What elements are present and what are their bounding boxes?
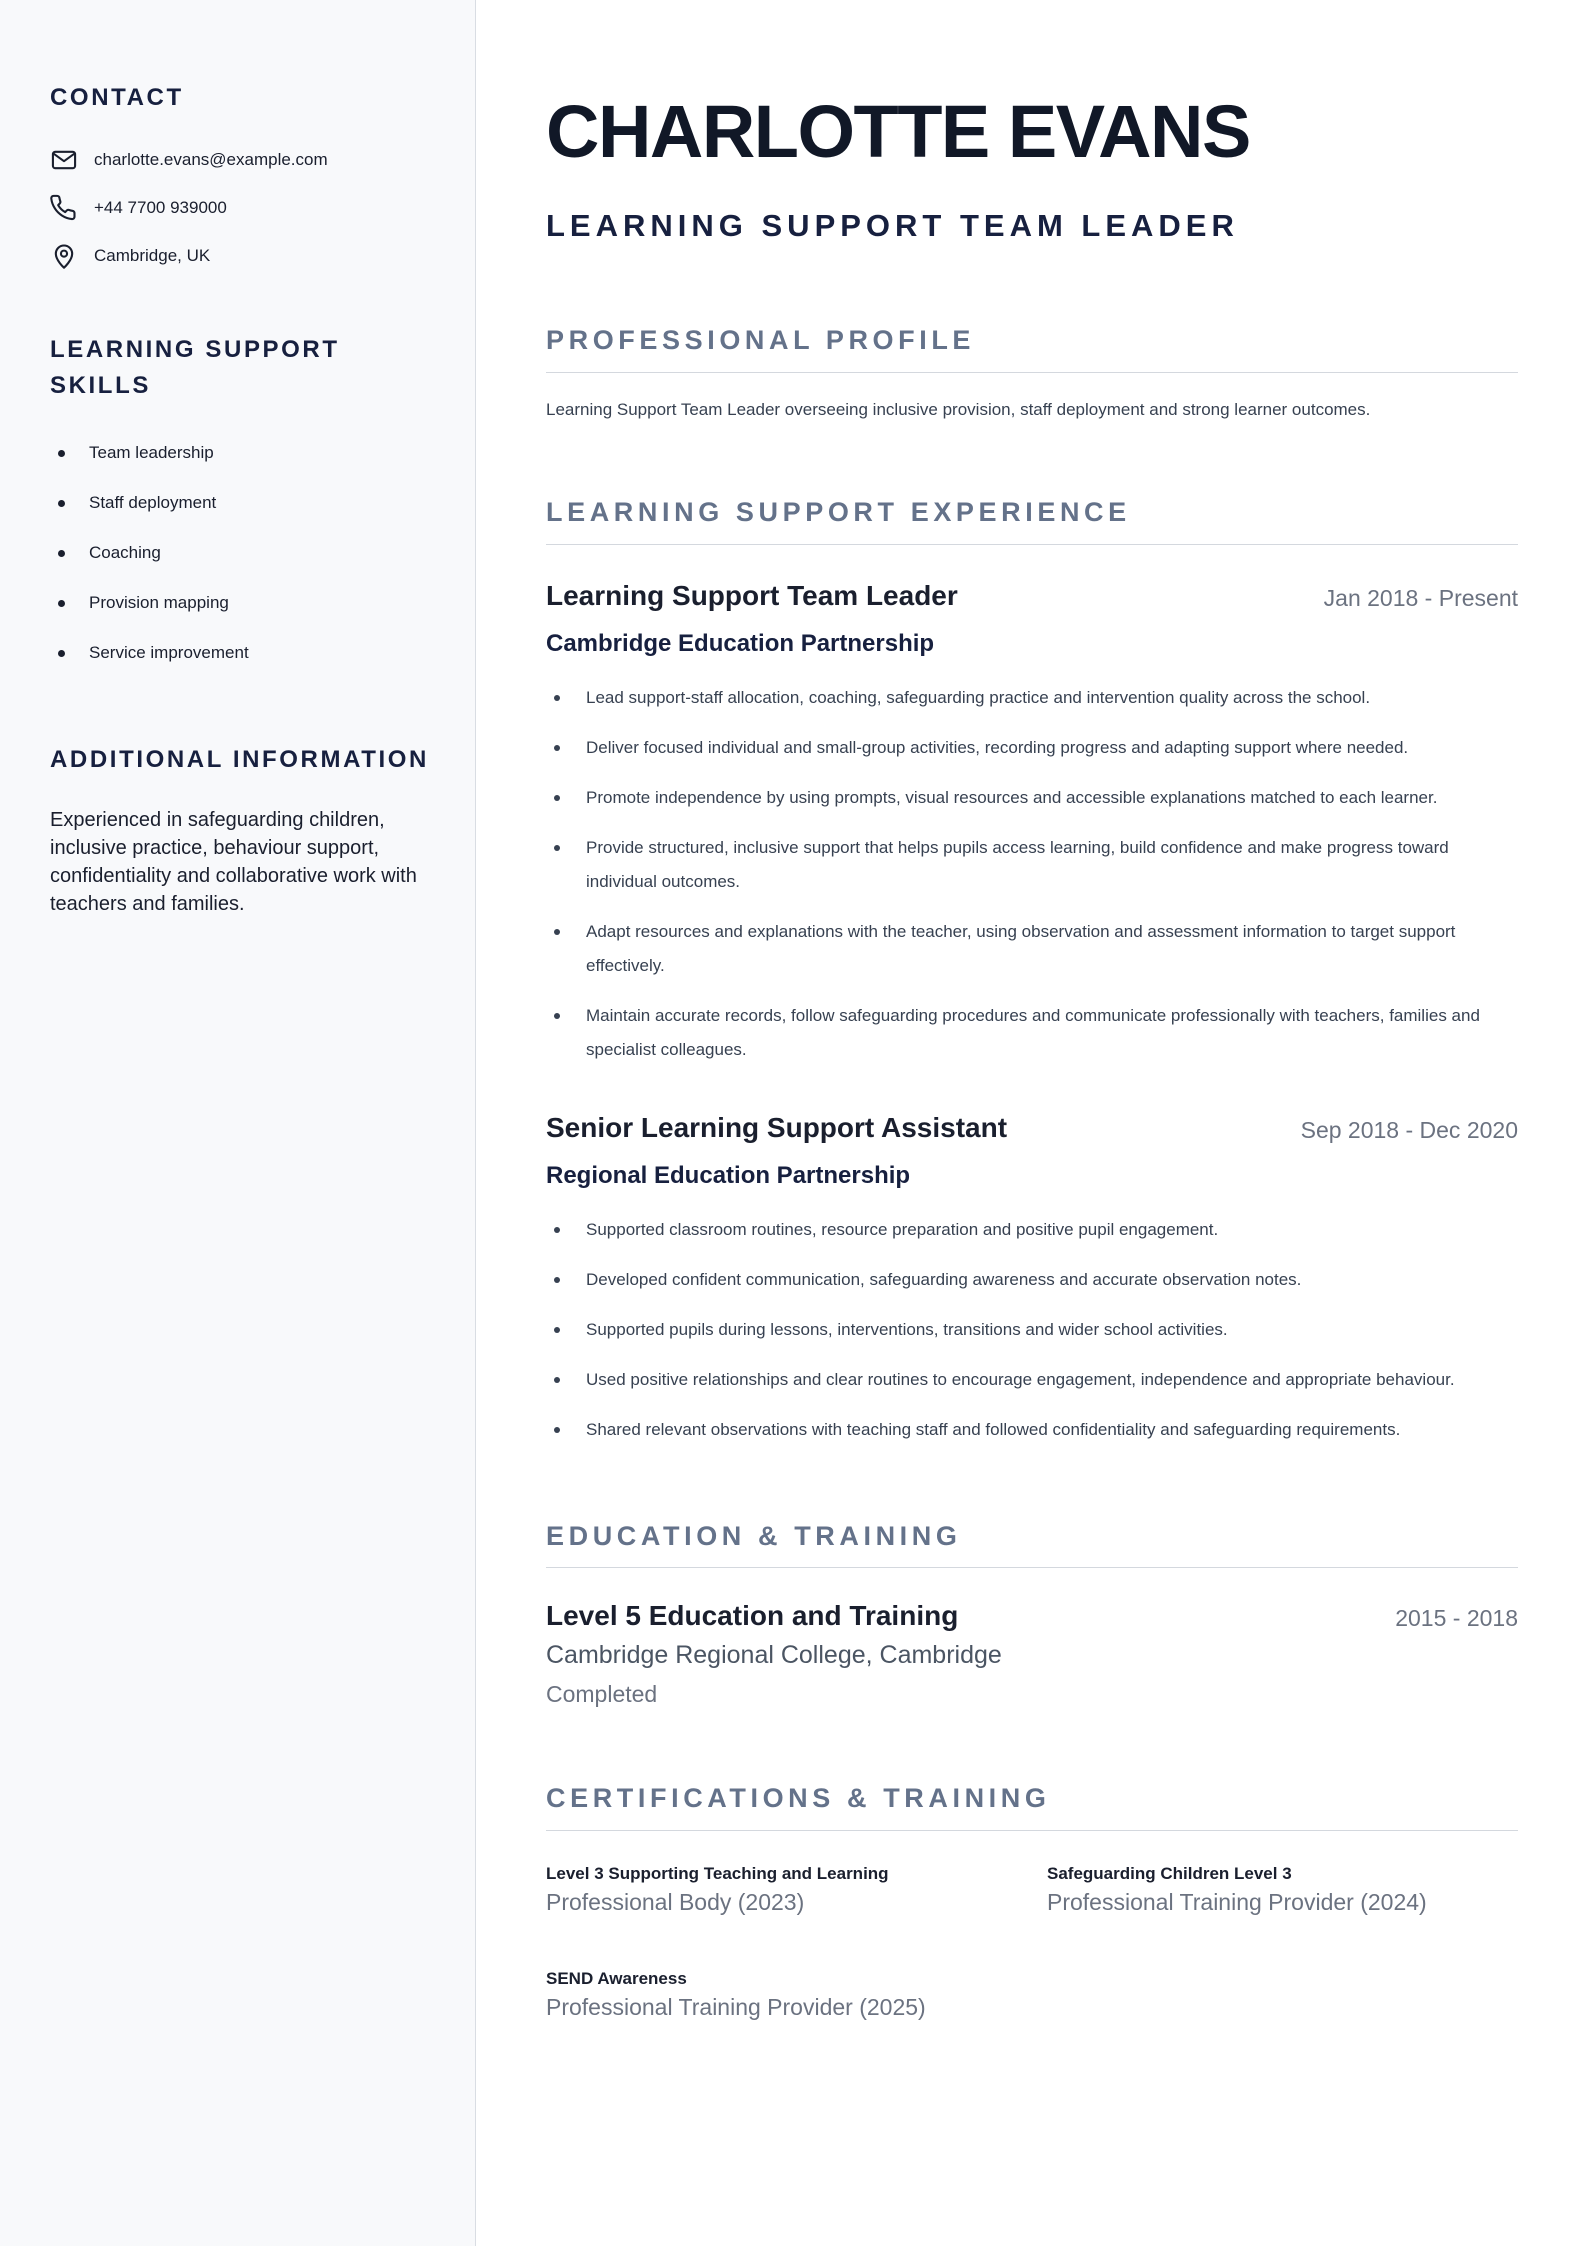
- skill-item: [58, 591, 229, 615]
- mail-icon: [50, 146, 78, 174]
- job-company: Cambridge Education Partnership: [546, 630, 935, 657]
- section-divider: [546, 1830, 1518, 1831]
- responsibility-line: individual outcomes.: [586, 872, 741, 891]
- certification-name: Level 3 Supporting Teaching and Learning: [546, 1864, 889, 1883]
- contact-email[interactable]: [50, 145, 328, 175]
- certification-name: Safeguarding Children Level 3: [1047, 1864, 1292, 1883]
- section-divider: [546, 1567, 1518, 1568]
- responsibility-item: Supported classroom routines, resource preparation and positive pupil engagement.: [586, 1213, 1516, 1247]
- certifications-heading: CERTIFICATIONS & TRAINING: [546, 1783, 1051, 1813]
- candidate-name: CHARLOTTE EVANS: [546, 90, 1250, 173]
- job-dates: Sep 2018 - Dec 2020: [1300, 1117, 1518, 1143]
- responsibility-item: Lead support-staff allocation, coaching, safeguarding practice and intervention quality across the school.: [586, 681, 1516, 715]
- responsibility-item: Developed confident communication, safeguarding awareness and accurate observation notes.: [586, 1263, 1516, 1297]
- responsibility-line: Maintain accurate records, follow safeguarding procedures and communicate professionally with teachers, families and: [586, 1006, 1480, 1025]
- responsibility-line: Adapt resources and explanations with the teacher, using observation and assessment information to target support: [586, 922, 1456, 941]
- email-text: charlotte.evans@example.com: [94, 150, 328, 169]
- responsibility-item: Supported pupils during lessons, interventions, transitions and wider school activities.: [586, 1313, 1516, 1347]
- contact-heading: CONTACT: [50, 84, 184, 111]
- job-title: Learning Support Team Leader: [546, 580, 958, 611]
- bullet-icon: [58, 600, 65, 607]
- responsibility-line: effectively.: [586, 956, 665, 975]
- bullet-icon: [58, 650, 65, 657]
- education-school: Cambridge Regional College, Cambridge: [546, 1641, 1002, 1669]
- responsibility-item: Deliver focused individual and small-group activities, recording progress and adapting support where needed.: [586, 731, 1516, 765]
- bullet-icon: [58, 500, 65, 507]
- responsibility-item: [586, 915, 1516, 983]
- certification-provider: Professional Training Provider (2025): [546, 1994, 926, 2020]
- responsibility-item: Shared relevant observations with teaching staff and followed confidentiality and safeguarding requirements.: [586, 1413, 1516, 1447]
- skill-item: [58, 441, 214, 465]
- responsibility-item: [586, 831, 1516, 899]
- experience-heading: LEARNING SUPPORT EXPERIENCE: [546, 497, 1131, 527]
- responsibility-item: Promote independence by using prompts, visual resources and accessible explanations matched to each learner.: [586, 781, 1516, 815]
- skills-heading: [50, 332, 340, 404]
- sidebar: [0, 0, 476, 2246]
- additional-text: [50, 806, 440, 918]
- section-divider: [546, 544, 1518, 545]
- contact-phone[interactable]: [50, 193, 227, 223]
- skills-heading-line-2: SKILLS: [50, 372, 151, 399]
- profile-text: Learning Support Team Leader overseeing inclusive provision, staff deployment and strong learner outcomes.: [546, 400, 1371, 419]
- job-dates: Jan 2018 - Present: [1323, 585, 1518, 611]
- additional-line: inclusive practice, behaviour support,: [50, 837, 380, 859]
- additional-line: Experienced in safeguarding children,: [50, 809, 385, 831]
- map-pin-icon: [50, 242, 78, 270]
- phone-icon: [50, 194, 78, 222]
- additional-heading: ADDITIONAL INFORMATION: [50, 746, 429, 773]
- certification-provider: Professional Training Provider (2024): [1047, 1889, 1427, 1915]
- responsibility-line: specialist colleagues.: [586, 1040, 747, 1059]
- responsibility-item: Used positive relationships and clear routines to encourage engagement, independence and appropriate behaviour.: [586, 1363, 1516, 1397]
- certification-item: [546, 1967, 1026, 2023]
- skill-label: Coaching: [89, 543, 161, 562]
- skills-heading-line-1: LEARNING SUPPORT: [50, 336, 340, 363]
- skill-label: Service improvement: [89, 643, 249, 662]
- skill-item: [58, 541, 161, 565]
- bullet-icon: [58, 550, 65, 557]
- profile-heading: PROFESSIONAL PROFILE: [546, 325, 976, 355]
- contact-location: [50, 241, 210, 271]
- education-heading: EDUCATION & TRAINING: [546, 1521, 962, 1551]
- responsibility-line: Provide structured, inclusive support that helps pupils access learning, build confidence and make progress toward: [586, 838, 1449, 857]
- additional-line: teachers and families.: [50, 893, 245, 915]
- responsibility-item: [586, 999, 1516, 1067]
- certification-item: [546, 1862, 1026, 1918]
- skill-item: [58, 641, 249, 665]
- phone-text: +44 7700 939000: [94, 198, 227, 217]
- job-title: Senior Learning Support Assistant: [546, 1112, 1008, 1143]
- bullet-icon: [58, 450, 65, 457]
- skill-item: [58, 491, 216, 515]
- certification-provider: Professional Body (2023): [546, 1889, 805, 1915]
- additional-line: confidentiality and collaborative work with: [50, 865, 417, 887]
- location-text: Cambridge, UK: [94, 246, 211, 265]
- section-divider: [546, 372, 1518, 373]
- skill-label: Team leadership: [89, 443, 214, 462]
- education-degree: Level 5 Education and Training: [546, 1600, 959, 1631]
- education-dates: 2015 - 2018: [1395, 1605, 1518, 1631]
- certification-item: [1047, 1862, 1527, 1918]
- education-status: Completed: [546, 1681, 658, 1707]
- job-headline: LEARNING SUPPORT TEAM LEADER: [546, 208, 1239, 243]
- job-company: Regional Education Partnership: [546, 1162, 911, 1189]
- skill-label: Provision mapping: [89, 593, 229, 612]
- skill-label: Staff deployment: [89, 493, 217, 512]
- certification-name: SEND Awareness: [546, 1969, 687, 1988]
